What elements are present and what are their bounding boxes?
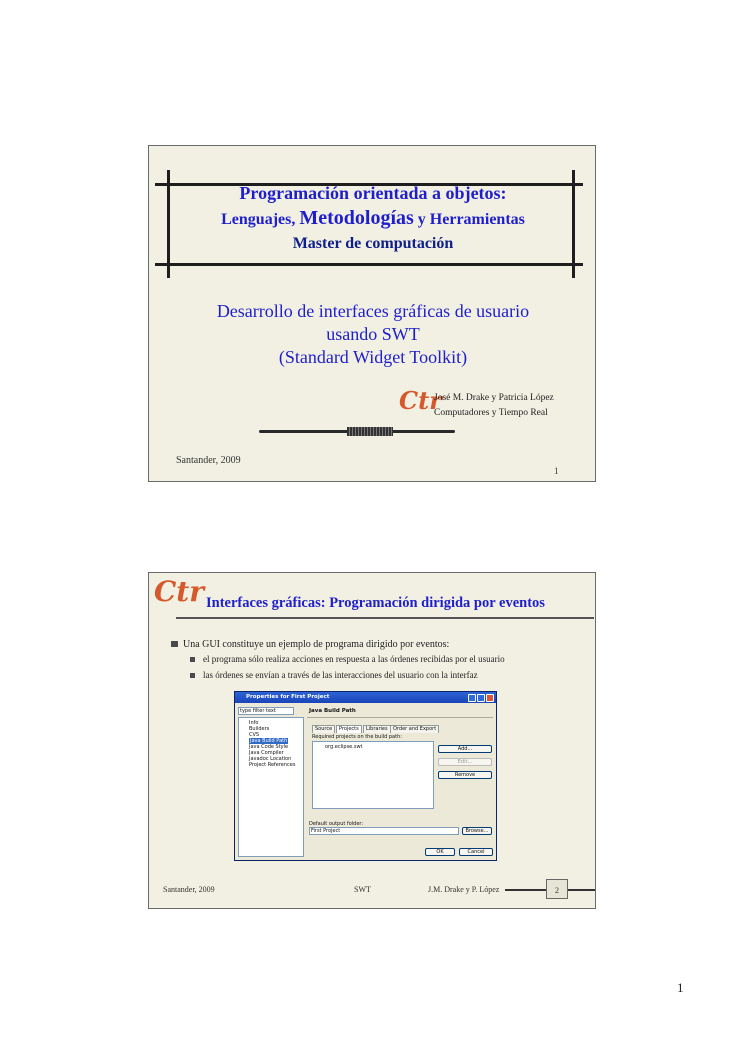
subtitle-line-2: usando SWT [326,324,420,344]
ctr-logo: Ctr [399,386,442,415]
tree-item[interactable]: CVS [249,732,260,738]
project-item[interactable]: org.eclipse.swt [325,744,363,750]
footer-place-date: Santander, 2009 [163,885,215,894]
bullet-marker [171,641,178,647]
sub-bullet-marker [190,657,195,662]
panel-divider [307,717,493,718]
tab-source[interactable]: Source [312,725,335,733]
filter-input[interactable]: type filter text [238,707,294,715]
ok-button[interactable]: OK [425,848,455,856]
required-label: Required projects on the build path: [312,734,402,740]
title-line-2-c: y Herramientas [413,211,525,228]
close-icon[interactable] [486,694,494,702]
slide-page-number: 2 [546,879,568,899]
sub-bullet-2: las órdenes se envían a través de las interacciones del usuario con la interfaz [203,670,478,680]
decorative-rod-grip [347,427,393,436]
window-controls [468,694,494,702]
dialog-title: Properties for First Project [246,694,330,700]
bullet-text: Una GUI constituye un ejemplo de programa dirigido por eventos: [183,639,450,650]
tree-item[interactable]: Builders [249,726,270,732]
tree-item[interactable]: Java Code Style [249,744,289,750]
dialog-titlebar [235,692,496,703]
edit-button[interactable]: Edit... [438,758,492,766]
slide-1 [148,145,596,482]
footer-topic: SWT [354,885,371,894]
title-line-2-b: Metodologías [299,207,414,229]
footer-authors: J.M. Drake y P. López [428,885,500,894]
maximize-icon[interactable] [477,694,485,702]
remove-button[interactable]: Remove [438,771,492,779]
tree-item[interactable]: Info [249,720,259,726]
tab-order-export[interactable]: Order and Export [390,725,439,733]
tree-item[interactable]: Project References [249,762,296,768]
tree-item[interactable]: Java Compiler [249,750,284,756]
output-folder-input[interactable]: First Project [309,827,459,835]
tab-libraries[interactable]: Libraries [363,725,391,733]
tab-projects[interactable]: Projects [336,725,362,733]
properties-dialog [234,691,497,861]
sub-bullet-marker [190,673,195,678]
minimize-icon[interactable] [468,694,476,702]
cancel-button[interactable]: Cancel [459,848,493,856]
browse-button[interactable]: Browse... [462,827,492,835]
properties-tree [238,717,304,857]
add-button[interactable]: Add... [438,745,492,753]
title-underline [176,617,594,619]
author-names: José M. Drake y Patricia López [434,393,554,403]
tree-item-selected[interactable]: Java Build Path [250,738,288,744]
panel-title: Java Build Path [309,708,356,714]
projects-list[interactable] [312,741,434,809]
slide-page-number: 1 [554,466,559,476]
title-line-2 [149,207,596,230]
title-line-2-a: Lenguajes, [221,211,300,228]
authors-block [434,391,554,421]
subtitle-line-1: Desarrollo de interfaces gráficas de usuario [216,301,530,321]
document-page-number: 1 [677,980,684,995]
ctr-logo: Ctr [154,575,204,608]
frame-bar-bottom [155,263,583,266]
title-line-3: Master de computación [292,235,454,252]
output-folder-label: Default output folder: [309,821,364,827]
author-group: Computadores y Tiempo Real [434,408,548,418]
slide-2 [148,572,596,909]
title-line-1: Programación orientada a objetos: [239,183,507,203]
slide-title: Interfaces gráficas: Programación dirigida por eventos [206,595,545,611]
slide-place-date: Santander, 2009 [176,455,241,466]
sub-bullet-1: el programa sólo realiza acciones en respuesta a las órdenes recibidas por el usuario [203,654,505,664]
tree-item[interactable]: Javadoc Location [249,756,292,762]
subtitle-line-3: (Standard Widget Toolkit) [278,347,468,367]
